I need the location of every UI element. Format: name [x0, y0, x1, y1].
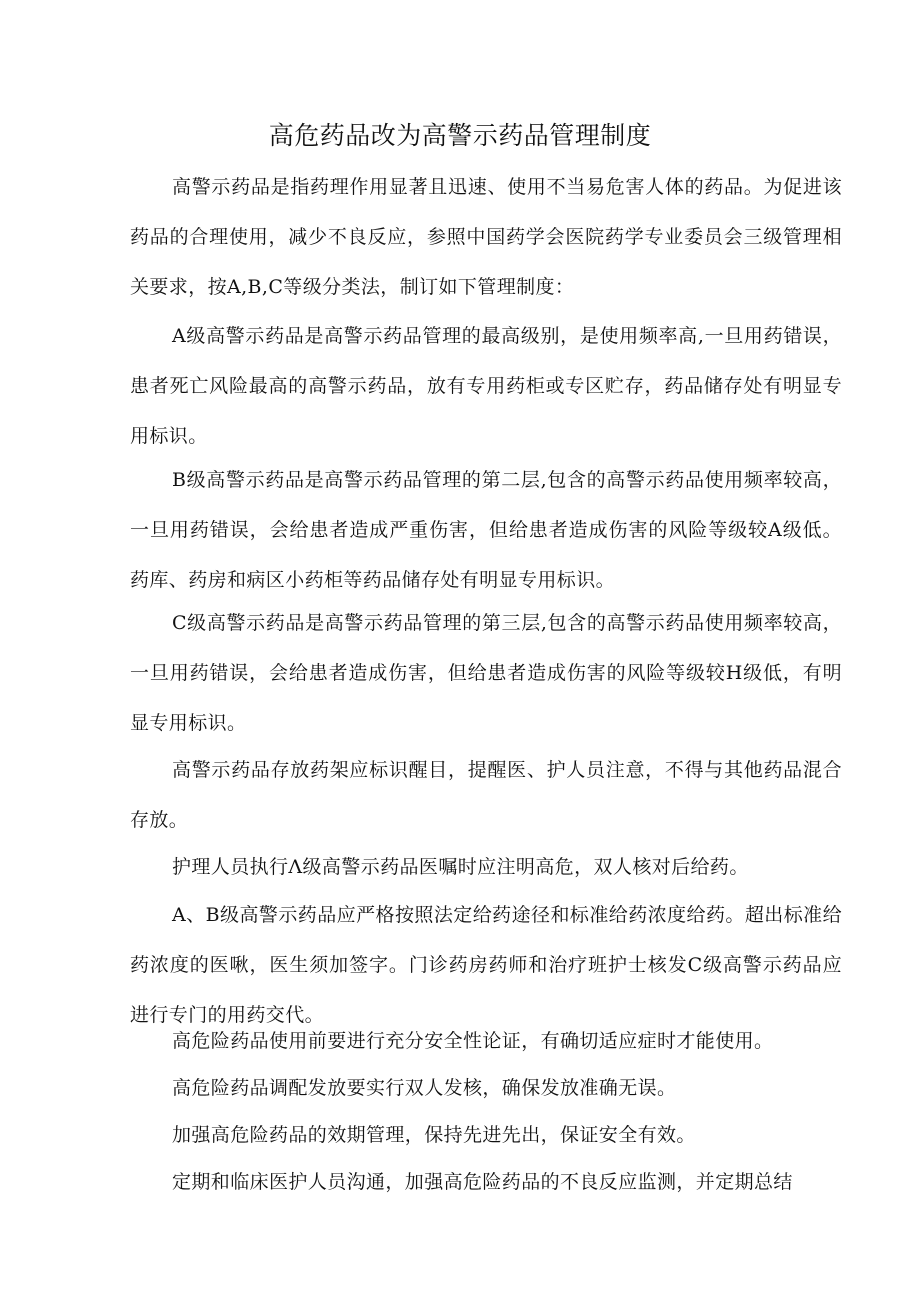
- document-title: 高危药品改为高警示药品管理制度: [268, 121, 652, 150]
- paragraph-definition: 高警示药品是指药理作用显著且迅速、使用不当易危害人体的药品。为促进该药品的合理使用，减少不良反应，参照中国药学会医院药学专业委员会三级管理相关要求，按A,B,C等级分类法，制订如下管理制度：: [130, 176, 842, 298]
- paragraph-storage: 高警示药品存放药架应标识醒目，提醒医、护人员注意，不得与其他药品混合存放。: [130, 759, 842, 831]
- paragraph-level-a: A级高警示药品是高警示药品管理的最高级别，是使用频率高,一旦用药错误，患者死亡风险最高的高警示药品，放有专用药柜或专区贮存，药品储存处有明显专用标识。: [130, 325, 842, 447]
- paragraph-double-check: 高危险药品调配发放要实行双人发核，确保发放准确无误。: [172, 1077, 677, 1099]
- paragraph-level-b: B级高警示药品是高警示药品管理的第二层,包含的高警示药品使用频率较高，一旦用药错误，会给患者造成严重伤害，但给患者造成伤害的风险等级较A级低。药库、药房和病区小药柜等药品储存处有明显专用标识。: [130, 469, 842, 591]
- paragraph-safety-evaluation: 高危险药品使用前要进行充分安全性论证，有确切适应症时才能使用。: [172, 1030, 774, 1052]
- paragraph-administration: A、B级高警示药品应严格按照法定给药途径和标准给药浓度给药。超出标准给药浓度的医啾，医生须加签字。门诊药房药师和治疗班护士核发C级高警示药品应进行专门的用药交代。: [130, 904, 842, 1026]
- paragraph-expiry-management: 加强高危险药品的效期管理，保持先进先出，保证安全有效。: [172, 1124, 696, 1146]
- paragraph-level-c: C级高警示药品是高警示药品管理的第三层,包含的高警示药品使用频率较高，一旦用药错误，会给患者造成伤害，但给患者造成伤害的风险等级较H级低，有明显专用标识。: [130, 612, 842, 734]
- paragraph-nursing: 护理人员执行Λ级高警示药品医嘱时应注明高危，双人核对后给药。: [172, 856, 749, 878]
- paragraph-monitoring: 定期和临床医护人员沟通，加强高危险药品的不良反应监测，并定期总结: [172, 1171, 793, 1193]
